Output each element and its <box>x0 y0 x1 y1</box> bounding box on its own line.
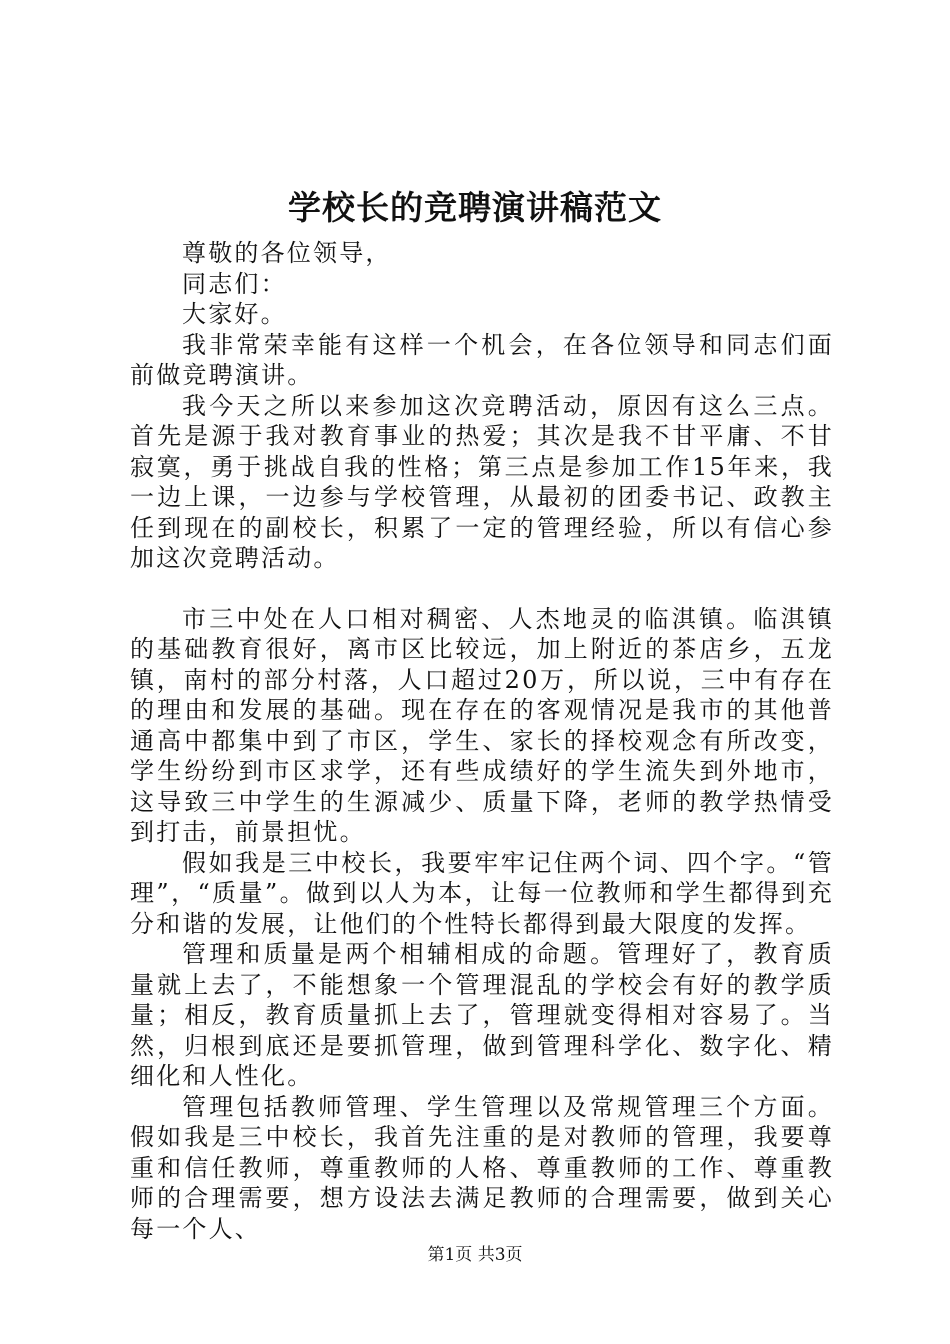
body-paragraph: 假如我是三中校长，我要牢牢记住两个词、四个字。“管理”，“质量”。做到以人为本，让每一位教师和学生都得到充分和谐的发展，让他们的个性特长都得到最大限度的发挥。 <box>130 848 834 938</box>
body-paragraph: 管理包括教师管理、学生管理以及常规管理三个方面。假如我是三中校长，我首先注重的是对教师的管理，我要尊重和信任教师，尊重教师的人格、尊重教师的工作、尊重教师的合理需要，想方设法去满足教师的合理需要，做到关心每一个人、 <box>130 1092 834 1243</box>
body-paragraph: 我非常荣幸能有这样一个机会，在各位领导和同志们面前做竞聘演讲。 <box>130 330 834 389</box>
salutation-paragraph: 同志们： <box>182 269 287 298</box>
greeting-paragraph: 大家好。 <box>182 300 287 328</box>
salutation-paragraph: 尊敬的各位领导， <box>182 239 392 267</box>
body-paragraph: 我今天之所以来参加这次竞聘活动，原因有这么三点。首先是源于我对教育事业的热爱；其次是我不甘平庸、不甘寂寞，勇于挑战自我的性格；第三点是参加工作15年来，我一边上课，一边参与学校管理，从最初的团委书记、政教主任到现在的副校长，积累了一定的管理经验，所以有信心参加这次竞聘活动。 <box>130 391 834 572</box>
body-paragraph: 管理和质量是两个相辅相成的命题。管理好了，教育质量就上去了，不能想象一个管理混乱的学校会有好的教学质量；相反，教育质量抓上去了，管理就变得相对容易了。当然，归根到底还是要抓管理，做到管理科学化、数字化、精细化和人性化。 <box>130 940 834 1090</box>
page-footer: 第1页 共3页 <box>427 1245 523 1265</box>
body-paragraph: 市三中处在人口相对稠密、人杰地灵的临淇镇。临淇镇的基础教育很好，离市区比较远，加上附近的茶店乡，五龙镇，南村的部分村落，人口超过20万，所以说，三中有存在的理由和发展的基础。现在存在的客观情况是我市的其他普通高中都集中到了市区，学生、家长的择校观念有所改变，学生纷纷到市区求学，还有些成绩好的学生流失到外地市，这导致三中学生的生源减少、质量下降，老师的教学热情受到打击，前景担忧。 <box>130 604 834 846</box>
document-title: 学校长的竞聘演讲稿范文 <box>288 188 662 227</box>
document-body <box>130 238 834 1244</box>
